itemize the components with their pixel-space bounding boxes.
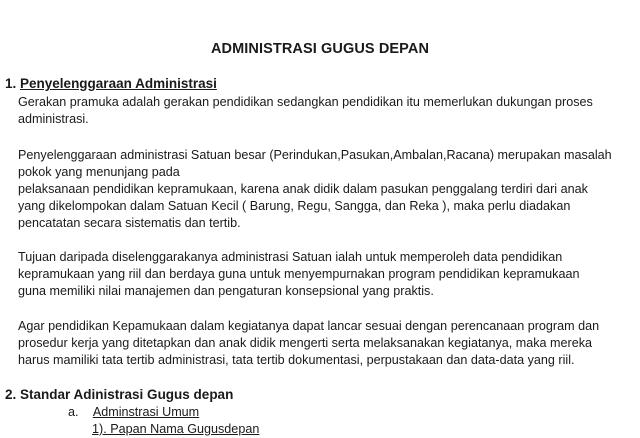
- paragraph-line: prosedur kerja yang ditetapkan dan anak didik mengerti serta melaksanakan kegiatanya, maka mereka: [18, 336, 593, 350]
- paragraph-line: Penyelenggaraan administrasi Satuan besar (Perindukan,Pasukan,Ambalan,Racana) merupakan masalah: [18, 148, 612, 162]
- paragraph-1: [18, 94, 633, 128]
- paragraph-2: [18, 147, 633, 232]
- paragraph-line: administrasi.: [18, 112, 89, 126]
- paragraph-line: kepramukaan yang riil dan berdaya guna untuk menyempurnakan program pendidikan kepramukaan: [18, 267, 580, 281]
- subsection-1: [92, 422, 259, 436]
- document-title: ADMINISTRASI GUGUS DEPAN: [210, 41, 430, 57]
- section-2-number: 2.: [5, 387, 17, 402]
- subsection-a: [68, 405, 199, 419]
- paragraph-line: yang dikelompokan dalam Satuan Kecil ( Barung, Regu, Sangga, dan Reka ), maka perlu diadakan: [18, 199, 571, 213]
- paragraph-line: pencatatan secara sistematis dan tertib.: [18, 216, 241, 230]
- paragraph-4: [18, 318, 633, 369]
- paragraph-line: Agar pendidikan Kepamukaan dalam kegiatanya dapat lancar sesuai dengan perencanaan program dan: [18, 319, 600, 333]
- subsection-a-title: Adminstrasi Umum: [92, 405, 200, 419]
- section-1-number: 1.: [5, 76, 17, 91]
- paragraph-line: pelaksanaan pendidikan kepramukaan, karena anak didik dalam pasukan penggalang terdiri dari anak: [18, 182, 588, 196]
- paragraph-line: pokok yang menunjang pada: [18, 165, 180, 179]
- section-1-heading: [5, 76, 217, 91]
- section-2-heading: [5, 387, 233, 402]
- subsection-a-marker: a.: [68, 405, 79, 419]
- section-1-title: Penyelenggaraan Administrasi: [20, 76, 217, 91]
- paragraph-line: guna memiliki nilai manajemen dan pengaturan konsepsional yang praktis.: [18, 284, 434, 298]
- section-2-title: Standar Adinistrasi Gugus depan: [20, 387, 234, 402]
- subsection-1-title: 1). Papan Nama Gugusdepan: [92, 422, 260, 436]
- paragraph-line: Gerakan pramuka adalah gerakan pendidikan sedangkan pendidikan itu memerlukan dukungan proses: [18, 95, 593, 109]
- paragraph-line: Tujuan daripada diselenggarakanya administrasi Satuan ialah untuk memperoleh data pendidikan: [18, 250, 563, 264]
- paragraph-3: [18, 249, 633, 300]
- paragraph-line: harus mamiliki tata tertib administrasi, tata tertib dokumentasi, perpustakaan dan data-data yang riil.: [18, 353, 575, 367]
